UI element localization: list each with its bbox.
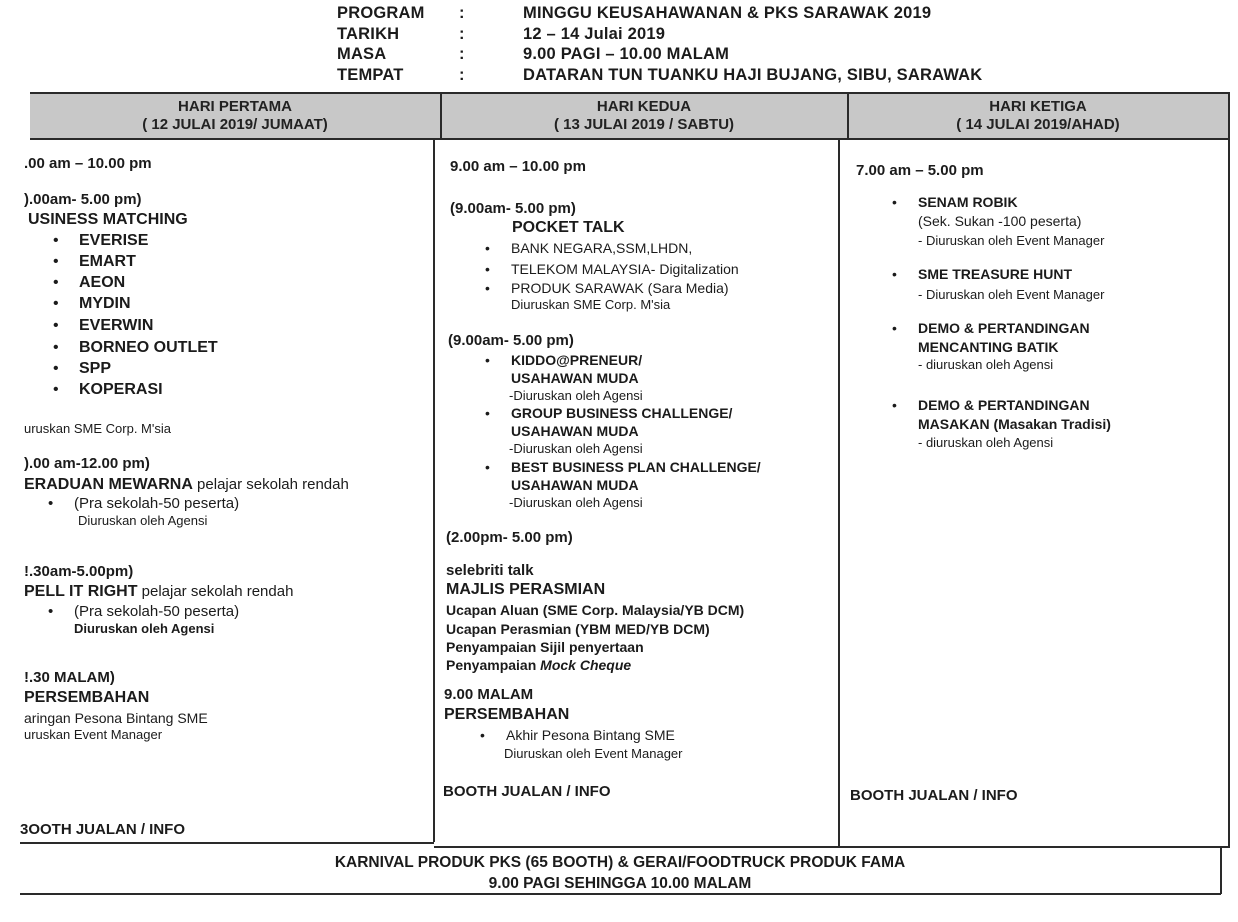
day2-ch2-b: USAHAWAN MUDA xyxy=(511,423,639,439)
day2-ch-time: (9.00am- 5.00 pm) xyxy=(448,332,574,349)
day3-date: ( 14 JULAI 2019/AHAD) xyxy=(956,116,1120,133)
day2-date: ( 13 JULAI 2019 / SABTU) xyxy=(553,116,735,133)
day3-i3-a: • DEMO & PERTANDINGAN xyxy=(918,320,1090,336)
day1-mw-note: Diuruskan oleh Agensi xyxy=(78,513,208,528)
day2-ps-note: Diuruskan oleh Event Manager xyxy=(504,746,683,761)
day1-sp-heading xyxy=(24,583,293,601)
day2-title: HARI KEDUA xyxy=(596,98,692,115)
day2-ch2-a: • GROUP BUSINESS CHALLENGE/ xyxy=(511,405,732,421)
program-value: MINGGU KEUSAHAWANAN & PKS SARAWAK 2019 xyxy=(523,4,932,22)
day2-ch2-note: -Diuruskan oleh Agensi xyxy=(509,441,643,456)
header-bottom-border xyxy=(30,138,1229,140)
day1-bm-title: USINESS MATCHING xyxy=(28,211,188,228)
day2-ch1-b: USAHAWAN MUDA xyxy=(511,370,639,386)
day2-pt-title: POCKET TALK xyxy=(512,219,625,236)
day2-mp-line: Ucapan Perasmian (YBM MED/YB DCM) xyxy=(446,621,710,637)
day2-mp-celeb: selebriti talk xyxy=(446,562,534,579)
day2-ch3-note: -Diuruskan oleh Agensi xyxy=(509,495,643,510)
day1-bm-item: • SPP xyxy=(79,360,111,378)
tarikh-value: 12 – 14 Julai 2019 xyxy=(523,24,666,43)
day3-i2-title: • SME TREASURE HUNT xyxy=(918,266,1072,282)
day1-booth: 3OOTH JUALAN / INFO xyxy=(20,821,186,838)
day1-sp-time: !.30am-5.00pm) xyxy=(24,563,134,580)
body-divider-2 xyxy=(838,138,840,848)
tempat-value: DATARAN TUN TUANKU HAJI BUJANG, SIBU, SARAWAK xyxy=(523,65,983,84)
header-divider-2 xyxy=(847,92,849,138)
day2-mp-line: Ucapan Aluan (SME Corp. Malaysia/YB DCM) xyxy=(446,602,745,618)
day2-ch1-a: • KIDDO@PRENEUR/ xyxy=(511,352,642,368)
day1-bm-item: • EMART xyxy=(79,253,136,271)
day1-bottom-border xyxy=(20,842,434,844)
day3-time-main: 7.00 am – 5.00 pm xyxy=(856,162,984,179)
day1-ps-line2: uruskan Event Manager xyxy=(24,727,163,742)
header-divider-1 xyxy=(440,92,442,138)
day1-sp-note: Diuruskan oleh Agensi xyxy=(74,621,215,636)
day2-ps-item: • Akhir Pesona Bintang SME xyxy=(506,727,675,743)
day1-ps-line1: aringan Pesona Bintang SME xyxy=(24,710,208,726)
day2-header xyxy=(441,93,847,138)
day1-ps-time: !.30 MALAM) xyxy=(24,669,115,686)
footer-line2: 9.00 PAGI SEHINGGA 10.00 MALAM xyxy=(488,875,752,892)
colon: : xyxy=(459,24,465,43)
day2-mp-line xyxy=(446,657,631,673)
day1-sp-item: • (Pra sekolah-50 peserta) xyxy=(74,603,239,620)
day3-i1-title: • SENAM ROBIK xyxy=(918,194,1018,210)
day3-i3-b: MENCANTING BATIK xyxy=(918,339,1059,355)
carnival-footer xyxy=(20,852,1220,894)
day1-bm-item: • AEON xyxy=(79,274,125,292)
day2-ch3-b: USAHAWAN MUDA xyxy=(511,477,639,493)
day1-bm-note: uruskan SME Corp. M'sia xyxy=(24,421,171,436)
day3-title: HARI KETIGA xyxy=(989,98,1087,115)
day2-mp-title: MAJLIS PERASMIAN xyxy=(446,581,606,598)
day2-pt-time: (9.00am- 5.00 pm) xyxy=(450,200,576,217)
day2-pt-item: • PRODUK SARAWAK (Sara Media) xyxy=(511,280,729,296)
footer-right-border xyxy=(1220,846,1222,894)
day1-ps-title: PERSEMBAHAN xyxy=(24,689,150,706)
day3-i4-b: MASAKAN (Masakan Tradisi) xyxy=(918,416,1111,432)
body-divider-1 xyxy=(433,138,435,842)
day3-header xyxy=(848,93,1228,138)
tempat-label: TEMPAT xyxy=(337,65,404,84)
day1-title: HARI PERTAMA xyxy=(178,98,292,115)
day3-i1-note: - Diuruskan oleh Event Manager xyxy=(918,233,1105,248)
day1-mw-heading xyxy=(24,476,349,494)
colon: : xyxy=(459,45,465,63)
footer-line1: KARNIVAL PRODUK PKS (65 BOOTH) & GERAI/FOODTRUCK PRODUK FAMA xyxy=(334,854,906,871)
day2-ch1-note: -Diuruskan oleh Agensi xyxy=(509,388,643,403)
day1-bm-item: • MYDIN xyxy=(79,295,131,313)
day2-mp-l4a: Penyampaian xyxy=(446,657,541,673)
day1-sp-sub: pelajar sekolah rendah xyxy=(137,583,294,600)
day2-booth: BOOTH JUALAN / INFO xyxy=(443,783,611,800)
day2-ch3-a: • BEST BUSINESS PLAN CHALLENGE/ xyxy=(511,459,761,475)
day1-header xyxy=(30,93,440,138)
days-bottom-border xyxy=(434,846,1230,848)
day1-mw-title: ERADUAN MEWARNA xyxy=(24,476,193,493)
day3-i2-note: - Diuruskan oleh Event Manager xyxy=(918,287,1105,302)
day2-ps-time: 9.00 MALAM xyxy=(444,686,534,703)
day2-pt-note: Diuruskan SME Corp. M'sia xyxy=(511,297,671,312)
day3-i1-sub: (Sek. Sukan -100 peserta) xyxy=(918,213,1082,229)
day1-bm-item: • BORNEO OUTLET xyxy=(79,339,218,357)
day2-mp-line: Penyampaian Sijil penyertaan xyxy=(446,639,644,655)
day1-bm-item: • EVERWIN xyxy=(79,317,153,335)
day2-ps-title: PERSEMBAHAN xyxy=(444,706,570,723)
day1-time-main: .00 am – 10.00 pm xyxy=(24,155,152,172)
day1-bm-item: • KOPERASI xyxy=(79,381,163,399)
day3-booth: BOOTH JUALAN / INFO xyxy=(850,787,1018,804)
day1-mw-time: ).00 am-12.00 pm) xyxy=(24,455,150,472)
day1-bm-item: • EVERISE xyxy=(79,232,148,250)
day1-date: ( 12 JULAI 2019/ JUMAAT) xyxy=(142,116,328,133)
day2-time-main: 9.00 am – 10.00 pm xyxy=(450,158,586,175)
program-label: PROGRAM xyxy=(337,4,425,22)
day1-bm-time: ).00am- 5.00 pm) xyxy=(24,191,142,208)
day2-mp-l4b: Mock Cheque xyxy=(540,657,632,673)
table-top-border xyxy=(30,92,1229,94)
day1-mw-item: • (Pra sekolah-50 peserta) xyxy=(74,495,239,512)
day2-pt-item: • TELEKOM MALAYSIA- Digitalization xyxy=(511,261,739,277)
masa-value: 9.00 PAGI – 10.00 MALAM xyxy=(523,45,730,63)
colon: : xyxy=(459,65,465,84)
day2-mp-time: (2.00pm- 5.00 pm) xyxy=(446,529,573,546)
table-right-border xyxy=(1228,92,1230,848)
colon: : xyxy=(459,4,465,22)
day3-i4-a: • DEMO & PERTANDINGAN xyxy=(918,397,1090,413)
day3-i4-note: - diuruskan oleh Agensi xyxy=(918,435,1054,450)
day2-pt-item: • BANK NEGARA,SSM,LHDN, xyxy=(511,240,692,256)
masa-label: MASA xyxy=(337,45,387,63)
tarikh-label: TARIKH xyxy=(337,24,400,43)
day1-sp-title: PELL IT RIGHT xyxy=(24,583,138,600)
day1-mw-sub: pelajar sekolah rendah xyxy=(192,476,349,493)
day3-i3-note: - diuruskan oleh Agensi xyxy=(918,357,1054,372)
